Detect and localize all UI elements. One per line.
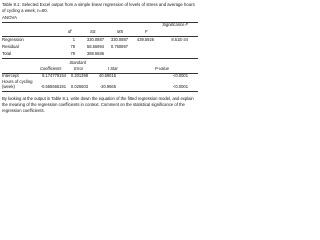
anova-header-f: F [145, 29, 148, 34]
anova-total-df: 79 [70, 51, 75, 56]
coef-intercept-t: 40.59015 [98, 73, 116, 78]
anova-regression-df: 1 [72, 37, 75, 42]
anova-header-significance: Significance F [162, 22, 188, 27]
coef-header-pvalue: P-value [155, 66, 169, 71]
coef-hours-t: -20.9665 [99, 84, 116, 89]
coef-intercept-coefficient: 8.174779154 [42, 73, 66, 78]
coef-bottom-rule [2, 91, 198, 92]
anova-regression-sig: 8.61E-34 [171, 37, 188, 42]
coef-hours-coefficient: -0.555665191 [40, 84, 66, 89]
coef-row-hours-label-week: (week) [2, 84, 15, 89]
anova-regression-ms: 330.0887 [110, 37, 128, 42]
anova-row-residual-label: Residual [2, 44, 19, 49]
coef-hours-se: 0.026503 [70, 84, 88, 89]
coef-intercept-se: 0.201398 [70, 73, 88, 78]
anova-row-regression-label: Regression [2, 37, 24, 42]
anova-header-ms: MS [117, 29, 124, 34]
anova-residual-ms: 0.750897 [110, 44, 128, 49]
anova-regression-f: 439.5926 [136, 37, 154, 42]
anova-header-df: df [68, 29, 72, 34]
coef-header-tstat: t Stat [108, 66, 118, 71]
coef-intercept-p: <0.0001 [173, 73, 188, 78]
table-caption-line-1: Table 8.1: Selected Excel output from a simple linear regression of levels of stress and average hours [2, 2, 195, 7]
anova-total-ss: 388.6586 [86, 51, 104, 56]
anova-title: ANOVA [2, 15, 18, 20]
question-text: By looking at the output in Table 8.1, write down the equation of the fitted regression model, and explain the meaning of the regression coefficients in context. Comment on the statistical significance of the regression coefficients. [2, 96, 194, 114]
anova-row-total-label: Total [2, 51, 12, 56]
coef-row-hours-label: Hours of cycling [2, 79, 33, 84]
coef-header-error: Error [74, 66, 84, 71]
anova-bottom-rule [2, 58, 198, 59]
table-caption-line-2: of cycling a week, n=80. [2, 8, 48, 13]
coef-row-intercept-label: Intercept [2, 73, 19, 78]
anova-residual-df: 78 [70, 44, 75, 49]
anova-header-ss: SS [90, 29, 96, 34]
anova-regression-ss: 330.0887 [86, 37, 104, 42]
coef-header-standard: Standard [69, 60, 86, 65]
anova-residual-ss: 58.56994 [86, 44, 104, 49]
coef-header-coefficients: Coefficients [40, 66, 62, 71]
coef-hours-p: <0.0001 [173, 84, 188, 89]
